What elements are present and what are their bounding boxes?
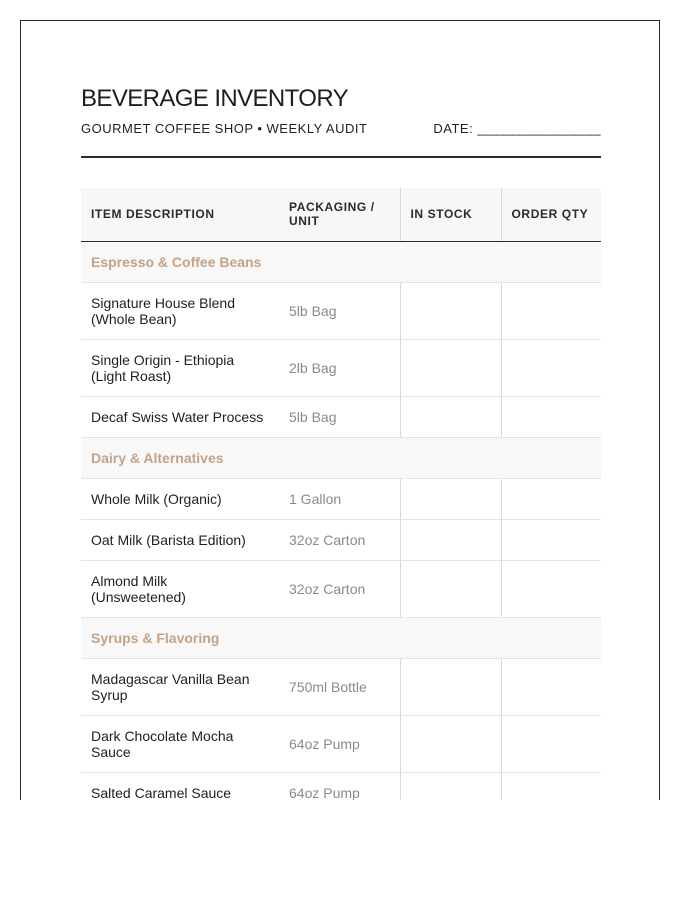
- item-description-line: Syrup: [91, 686, 128, 703]
- item-description: [81, 560, 279, 617]
- subtitle-row: [81, 120, 601, 136]
- item-packaging: 32oz Carton: [279, 519, 400, 560]
- table-row: [81, 478, 601, 519]
- header-unit-line: UNIT: [289, 214, 320, 229]
- item-description: Whole Milk (Organic): [81, 478, 279, 519]
- category-row-dairy-alternatives: [81, 437, 601, 478]
- inventory-body: [81, 241, 601, 800]
- category-label: Dairy & Alternatives: [81, 437, 601, 478]
- order-qty-cell[interactable]: [501, 478, 601, 519]
- inventory-table: [81, 188, 601, 800]
- item-packaging: 2lb Bag: [279, 339, 400, 396]
- date-field[interactable]: DATE: ________________: [433, 120, 601, 136]
- header-order-qty: ORDER QTY: [501, 188, 601, 241]
- order-qty-cell[interactable]: [501, 282, 601, 339]
- item-description: Decaf Swiss Water Process: [81, 396, 279, 437]
- table-row: [81, 282, 601, 339]
- order-qty-cell[interactable]: [501, 772, 601, 800]
- item-description: [81, 339, 279, 396]
- order-qty-cell[interactable]: [501, 519, 601, 560]
- table-header-row: [81, 188, 601, 241]
- order-qty-cell[interactable]: [501, 715, 601, 772]
- document-title: BEVERAGE INVENTORY: [81, 85, 349, 112]
- item-description-line: Single Origin - Ethiopia: [91, 351, 235, 368]
- header-item-description: ITEM DESCRIPTION: [81, 188, 279, 241]
- item-packaging: 5lb Bag: [279, 396, 400, 437]
- in-stock-cell[interactable]: [400, 396, 501, 437]
- order-qty-cell[interactable]: [501, 396, 601, 437]
- item-packaging: 32oz Carton: [279, 560, 400, 617]
- item-description-line: Almond Milk: [91, 572, 168, 589]
- item-description-line: (Whole Bean): [91, 310, 177, 327]
- table-row: [81, 519, 601, 560]
- in-stock-cell[interactable]: [400, 519, 501, 560]
- item-packaging: 1 Gallon: [279, 478, 400, 519]
- item-description-line: (Light Roast): [91, 367, 172, 384]
- item-description-line: Sauce: [91, 743, 131, 760]
- item-packaging: 64oz Pump: [279, 715, 400, 772]
- in-stock-cell[interactable]: [400, 772, 501, 800]
- item-description: [81, 658, 279, 715]
- header-divider: [81, 156, 601, 158]
- order-qty-cell[interactable]: [501, 560, 601, 617]
- table-row: [81, 772, 601, 800]
- category-label: Syrups & Flavoring: [81, 617, 601, 658]
- table-row: [81, 658, 601, 715]
- table-row: [81, 560, 601, 617]
- in-stock-cell[interactable]: [400, 658, 501, 715]
- item-description: Salted Caramel Sauce: [81, 772, 279, 800]
- table-header: [81, 188, 601, 241]
- table-row: [81, 339, 601, 396]
- document-header: [81, 85, 601, 157]
- item-packaging: 5lb Bag: [279, 282, 400, 339]
- header-in-stock: IN STOCK: [400, 188, 501, 241]
- header-packaging-line: PACKAGING /: [289, 200, 375, 215]
- item-description-line: Dark Chocolate Mocha: [91, 727, 234, 744]
- in-stock-cell[interactable]: [400, 478, 501, 519]
- item-description: [81, 715, 279, 772]
- table-row: [81, 715, 601, 772]
- document-subtitle: GOURMET COFFEE SHOP • WEEKLY AUDIT: [81, 120, 368, 136]
- header-packaging-unit: [279, 188, 400, 241]
- in-stock-cell[interactable]: [400, 282, 501, 339]
- item-description: Oat Milk (Barista Edition): [81, 519, 279, 560]
- table-row: [81, 396, 601, 437]
- category-row-syrups-flavoring: [81, 617, 601, 658]
- inventory-sheet: [20, 20, 660, 800]
- category-label: Espresso & Coffee Beans: [81, 241, 601, 282]
- order-qty-cell[interactable]: [501, 658, 601, 715]
- item-packaging: 64oz Pump: [279, 772, 400, 800]
- item-description-line: Madagascar Vanilla Bean: [91, 670, 250, 687]
- item-description: [81, 282, 279, 339]
- in-stock-cell[interactable]: [400, 715, 501, 772]
- order-qty-cell[interactable]: [501, 339, 601, 396]
- category-row-espresso-coffee-beans: [81, 241, 601, 282]
- item-packaging: 750ml Bottle: [279, 658, 400, 715]
- in-stock-cell[interactable]: [400, 339, 501, 396]
- item-description-line: Signature House Blend: [91, 294, 235, 311]
- item-description-line: (Unsweetened): [91, 588, 186, 605]
- in-stock-cell[interactable]: [400, 560, 501, 617]
